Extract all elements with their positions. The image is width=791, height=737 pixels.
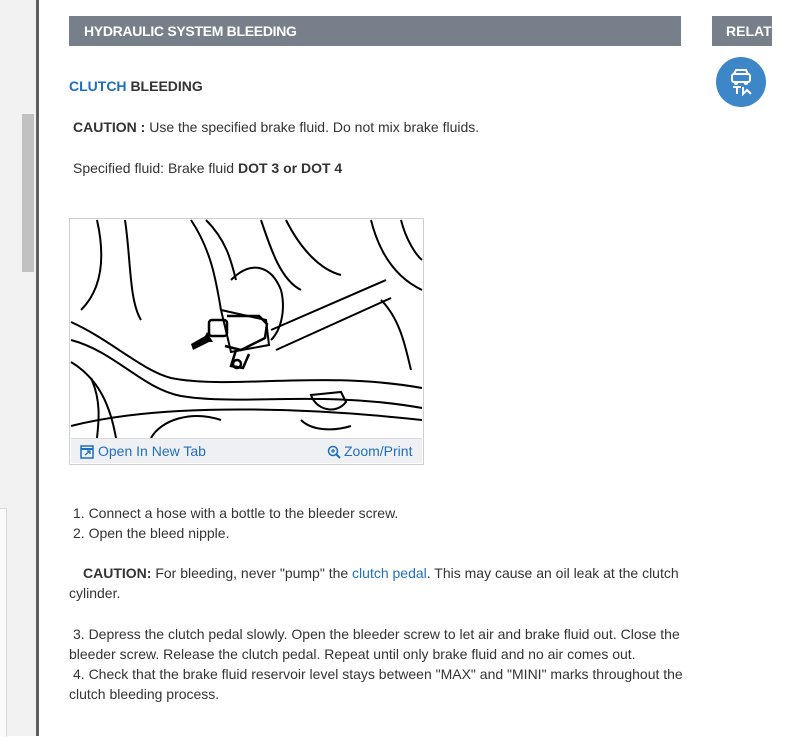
step-3: 3. Depress the clutch pedal slowly. Open the bleeder screw to let air and brake fluid out. Close the bleeder screw. Release the clutch pedal. Repeat until only brake fluid and no air comes out. bbox=[69, 626, 680, 662]
caution-text: Use the specified brake fluid. Do not mix brake fluids. bbox=[149, 119, 480, 135]
car-icon bbox=[729, 69, 753, 95]
step-2: 2. Open the bleed nipple. bbox=[73, 525, 230, 541]
clutch-link[interactable]: CLUTCH bbox=[69, 78, 127, 94]
main-content bbox=[39, 0, 791, 736]
caution2-text-after: . This may cause an oil leak at the clutch cylinder. bbox=[69, 565, 679, 601]
left-scrollbar-thumb[interactable] bbox=[22, 114, 34, 272]
caution-label: CAUTION : bbox=[73, 119, 146, 135]
open-in-new-tab-label: Open In New Tab bbox=[98, 443, 206, 459]
clutch-pedal-link[interactable]: clutch pedal bbox=[352, 565, 427, 581]
open-in-new-tab-button[interactable] bbox=[80, 443, 206, 459]
caution2-label: CAUTION: bbox=[83, 565, 152, 581]
open-tab-icon bbox=[80, 445, 94, 459]
fluid-value: DOT 3 or DOT 4 bbox=[237, 160, 343, 176]
caution2-text-before: For bleeding, never "pump" the bbox=[155, 565, 349, 581]
fluid-label: Specified fluid: Brake fluid bbox=[73, 160, 235, 176]
zoom-print-button[interactable] bbox=[327, 443, 412, 459]
step-4: 4. Check that the brake fluid reservoir level stays between "MAX" and "MINI" marks throughout the clutch bleeding process. bbox=[69, 666, 683, 702]
step-1: 1. Connect a hose with a bottle to the bleeder screw. bbox=[73, 505, 399, 521]
figure bbox=[69, 218, 424, 465]
left-panel-popup bbox=[0, 508, 7, 737]
zoom-icon bbox=[327, 445, 341, 459]
related-header: RELATED bbox=[712, 16, 772, 46]
left-panel bbox=[0, 0, 36, 736]
figure-toolbar bbox=[71, 438, 422, 463]
specified-fluid bbox=[73, 160, 342, 176]
related-button[interactable] bbox=[716, 57, 766, 107]
page-subtitle bbox=[69, 78, 203, 94]
zoom-print-label: Zoom/Print bbox=[344, 443, 413, 459]
subtitle-rest: BLEEDING bbox=[130, 78, 203, 94]
clutch-bleeder-illustration[interactable] bbox=[71, 220, 422, 438]
caution-bleeding bbox=[69, 563, 689, 603]
caution-note bbox=[73, 119, 479, 135]
section-header: HYDRAULIC SYSTEM BLEEDING bbox=[69, 16, 681, 46]
